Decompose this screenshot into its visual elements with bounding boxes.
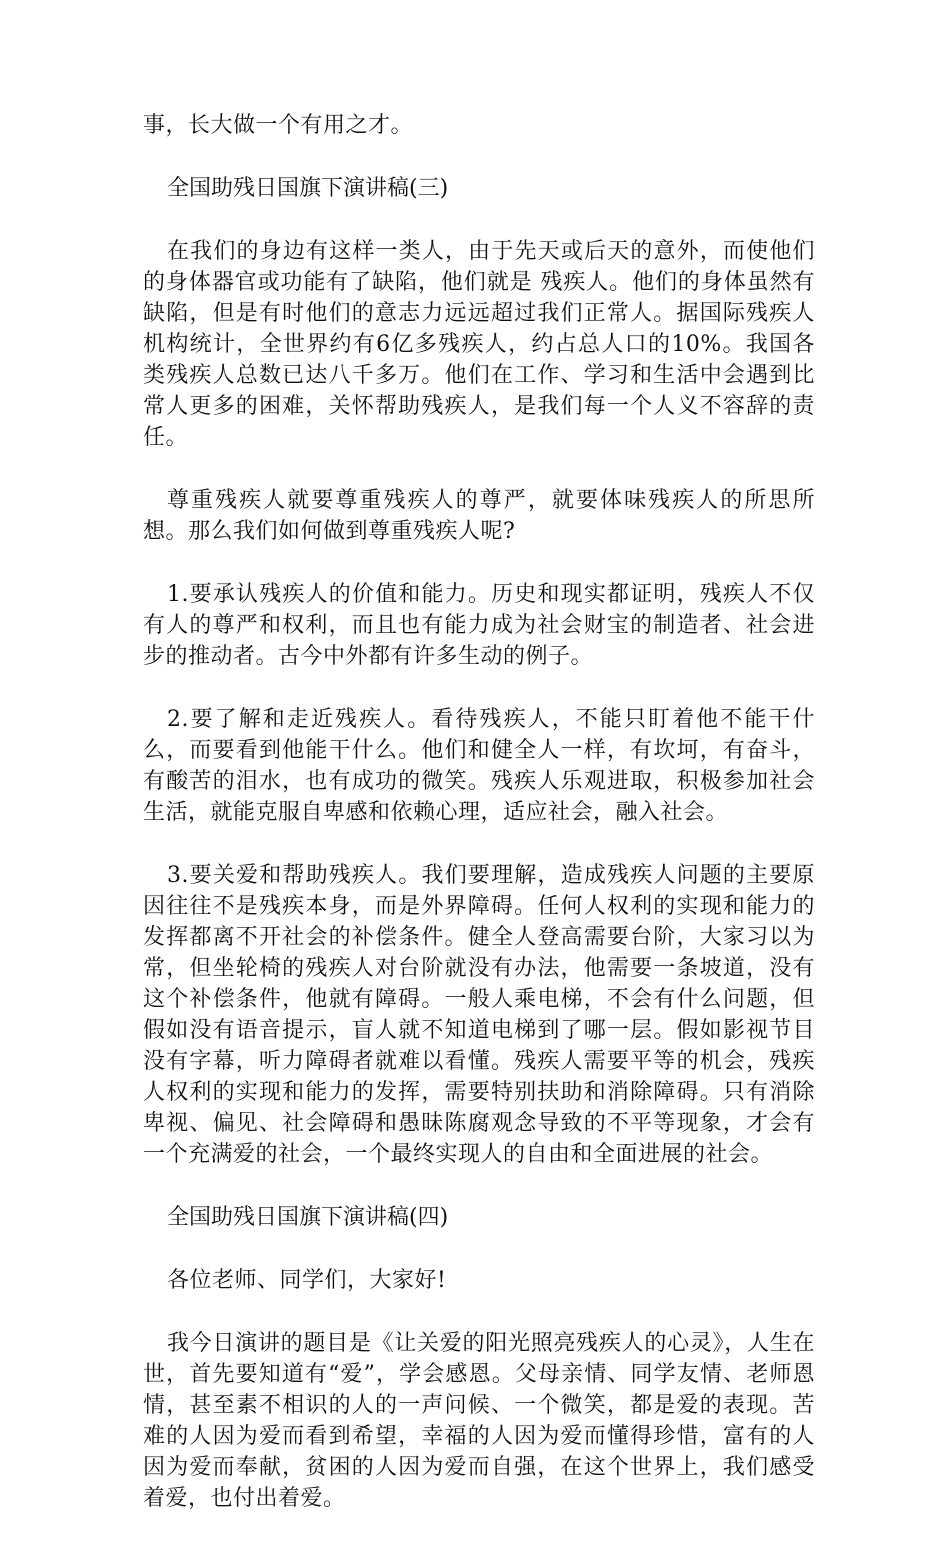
paragraph-greeting: 各位老师、同学们，大家好! [167,1268,447,1293]
paragraph-intro: 在我们的身边有这样一类人，由于先天或后天的意外，而使他们的身体器官或功能有了缺陷，他们就是 残疾人。他们的身体虽然有缺陷，但是有时他们的意志力远远超过我们正常人。据国际残疾人机构统计，全世界约有6亿多残疾人，约占总人口的10%。我国各类残疾人总数已达八千多万。他们在工作、学习和生活中会遇到比常人更多的困难，关怀帮助残疾人，是我们每一个人义不容辞的责任。 [143,239,815,450]
paragraph-continuation: 事，长大做一个有用之才。 [143,113,414,138]
section-heading-3: 全国助残日国旗下演讲稿(三) [167,176,449,201]
paragraph-point-3: 3.要关爱和帮助残疾人。我们要理解，造成残疾人问题的主要原因往往不是残疾本身，而是外界障碍。任何人权利的实现和能力的发挥都离不开社会的补偿条件。健全人登高需要台阶，大家习以为常，但坐轮椅的残疾人对台阶就没有办法，他需要一条坡道，没有这个补偿条件，他就有障碍。一般人乘电梯，不会有什么问题，但假如没有语音提示，盲人就不知道电梯到了哪一层。假如影视节目没有字幕，听力障碍者就难以看懂。残疾人需要平等的机会，残疾人权利的实现和能力的发挥，需要特别扶助和消除障碍。只有消除卑视、偏见、社会障碍和愚昧陈腐观念导致的不平等现象，才会有一个充满爱的社会，一个最终实现人的自由和全面进展的社会。 [143,863,815,1167]
paragraph-respect: 尊重残疾人就要尊重残疾人的尊严，就要体味残疾人的所思所想。那么我们如何做到尊重残疾人呢? [143,488,815,544]
paragraph-point-2: 2.要了解和走近残疾人。看待残疾人，不能只盯着他不能干什么，而要看到他能干什么。他们和健全人一样，有坎坷，有奋斗，有酸苦的泪水，也有成功的微笑。残疾人乐观进取，积极参加社会生活，就能克服自卑感和依赖心理，适应社会，融入社会。 [143,707,815,825]
paragraph-point-1: 1.要承认残疾人的价值和能力。历史和现实都证明，残疾人不仅有人的尊严和权利，而且也有能力成为社会财宝的制造者、社会进步的推动者。古今中外都有许多生动的例子。 [143,582,815,669]
document-page [143,110,815,1546]
paragraph-speech-topic: 我今日演讲的题目是《让关爱的阳光照亮残疾人的心灵》，人生在世，首先要知道有“爱”，学会感恩。父母亲情、同学友情、老师恩情，甚至素不相识的人的一声问候、一个微笑，都是爱的表现。苦难的人因为爱而看到希望，幸福的人因为爱而懂得珍惜，富有的人因为爱而奉献，贫困的人因为爱而自强，在这个世界上，我们感受着爱，也付出着爱。 [143,1331,815,1511]
section-heading-4: 全国助残日国旗下演讲稿(四) [167,1205,449,1230]
